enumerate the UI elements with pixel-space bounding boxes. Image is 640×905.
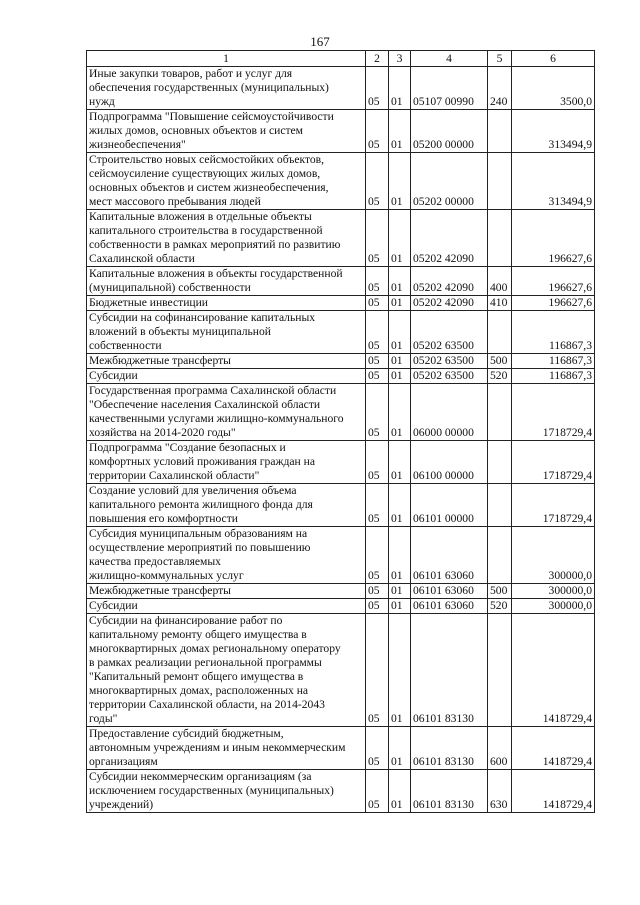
amount: 1718729,4 xyxy=(512,384,595,441)
subsection-code: 01 xyxy=(389,369,411,384)
row-name: Субсидии некоммерческим организациям (за исключением государственных (муниципальных) учреждений) xyxy=(87,770,366,813)
row-name: Подпрограмма "Повышение сейсмоустойчивости жилых домов, основных объектов и систем жизнеобеспечения" xyxy=(87,110,366,153)
amount: 116867,3 xyxy=(512,311,595,354)
amount: 300000,0 xyxy=(512,527,595,584)
expense-type-code: 400 xyxy=(488,267,512,296)
section-code: 05 xyxy=(366,296,389,311)
target-article-code: 06101 83130 xyxy=(411,727,488,770)
target-article-code: 05202 63500 xyxy=(411,354,488,369)
expense-type-code xyxy=(488,614,512,727)
row-name: Субсидии на софинансирование капитальных вложений в объекты муниципальной собственности xyxy=(87,311,366,354)
target-article-code: 06101 63060 xyxy=(411,599,488,614)
header-cell-2: 2 xyxy=(366,51,389,67)
amount: 196627,6 xyxy=(512,296,595,311)
section-code: 05 xyxy=(366,727,389,770)
amount: 116867,3 xyxy=(512,354,595,369)
subsection-code: 01 xyxy=(389,614,411,727)
target-article-code: 06101 63060 xyxy=(411,584,488,599)
table-row xyxy=(87,153,595,210)
table-row xyxy=(87,354,595,369)
row-name: Предоставление субсидий бюджетным, автономным учреждениям и иным некоммерческим организациям xyxy=(87,727,366,770)
row-name: Субсидии xyxy=(87,599,366,614)
subsection-code: 01 xyxy=(389,267,411,296)
section-code: 05 xyxy=(366,153,389,210)
budget-table xyxy=(86,50,595,813)
expense-type-code xyxy=(488,311,512,354)
row-name: Создание условий для увеличения объема капитального ремонта жилищного фонда для повышения его комфортности xyxy=(87,484,366,527)
header-row xyxy=(87,51,595,67)
header-cell-5: 5 xyxy=(488,51,512,67)
row-name: Государственная программа Сахалинской области "Обеспечение населения Сахалинской области качественными услугами жилищно-коммунального хозяйства на 2014-2020 годы" xyxy=(87,384,366,441)
subsection-code: 01 xyxy=(389,67,411,110)
target-article-code: 06000 00000 xyxy=(411,384,488,441)
section-code: 05 xyxy=(366,311,389,354)
row-name: Межбюджетные трансферты xyxy=(87,584,366,599)
header-cell-3: 3 xyxy=(389,51,411,67)
expense-type-code xyxy=(488,484,512,527)
table-row xyxy=(87,770,595,813)
subsection-code: 01 xyxy=(389,484,411,527)
target-article-code: 05107 00990 xyxy=(411,67,488,110)
expense-type-code: 600 xyxy=(488,727,512,770)
expense-type-code: 520 xyxy=(488,369,512,384)
row-name: Иные закупки товаров, работ и услуг для обеспечения государственных (муниципальных) нужд xyxy=(87,67,366,110)
section-code: 05 xyxy=(366,614,389,727)
table-row xyxy=(87,527,595,584)
expense-type-code xyxy=(488,527,512,584)
table-row xyxy=(87,369,595,384)
section-code: 05 xyxy=(366,599,389,614)
row-name: Капитальные вложения в отдельные объекты капитального строительства в государственной собственности в рамках мероприятий по развитию Сахалинской области xyxy=(87,210,366,267)
table-row xyxy=(87,210,595,267)
table-row xyxy=(87,296,595,311)
subsection-code: 01 xyxy=(389,311,411,354)
subsection-code: 01 xyxy=(389,354,411,369)
header-cell-1: 1 xyxy=(87,51,366,67)
target-article-code: 06101 83130 xyxy=(411,614,488,727)
amount: 1418729,4 xyxy=(512,770,595,813)
target-article-code: 05202 00000 xyxy=(411,153,488,210)
amount: 1718729,4 xyxy=(512,441,595,484)
row-name: Строительство новых сейсмостойких объектов, сейсмоусиление существующих жилых домов, основных объектов и систем жизнеобеспечения, мест массового пребывания людей xyxy=(87,153,366,210)
section-code: 05 xyxy=(366,584,389,599)
expense-type-code xyxy=(488,153,512,210)
row-name: Подпрограмма "Создание безопасных и комфортных условий проживания граждан на территории Сахалинской области" xyxy=(87,441,366,484)
subsection-code: 01 xyxy=(389,599,411,614)
amount: 196627,6 xyxy=(512,267,595,296)
amount: 1418729,4 xyxy=(512,727,595,770)
amount: 313494,9 xyxy=(512,110,595,153)
target-article-code: 06100 00000 xyxy=(411,441,488,484)
amount: 196627,6 xyxy=(512,210,595,267)
expense-type-code xyxy=(488,441,512,484)
row-name: Субсидия муниципальным образованиям на осуществление мероприятий по повышению качества предоставляемых жилищно-коммунальных услуг xyxy=(87,527,366,584)
table-row xyxy=(87,441,595,484)
table-row xyxy=(87,727,595,770)
amount: 300000,0 xyxy=(512,599,595,614)
expense-type-code xyxy=(488,110,512,153)
header-cell-4: 4 xyxy=(411,51,488,67)
subsection-code: 01 xyxy=(389,153,411,210)
subsection-code: 01 xyxy=(389,210,411,267)
section-code: 05 xyxy=(366,369,389,384)
amount: 1718729,4 xyxy=(512,484,595,527)
target-article-code: 05202 63500 xyxy=(411,369,488,384)
row-name: Межбюджетные трансферты xyxy=(87,354,366,369)
amount: 300000,0 xyxy=(512,584,595,599)
table-row xyxy=(87,267,595,296)
target-article-code: 06101 00000 xyxy=(411,484,488,527)
target-article-code: 05202 42090 xyxy=(411,267,488,296)
subsection-code: 01 xyxy=(389,727,411,770)
table-row xyxy=(87,584,595,599)
expense-type-code: 500 xyxy=(488,584,512,599)
target-article-code: 06101 63060 xyxy=(411,527,488,584)
header-cell-6: 6 xyxy=(512,51,595,67)
expense-type-code: 240 xyxy=(488,67,512,110)
section-code: 05 xyxy=(366,67,389,110)
amount: 313494,9 xyxy=(512,153,595,210)
section-code: 05 xyxy=(366,267,389,296)
amount: 3500,0 xyxy=(512,67,595,110)
subsection-code: 01 xyxy=(389,441,411,484)
section-code: 05 xyxy=(366,384,389,441)
expense-type-code: 520 xyxy=(488,599,512,614)
section-code: 05 xyxy=(366,354,389,369)
subsection-code: 01 xyxy=(389,296,411,311)
section-code: 05 xyxy=(366,210,389,267)
expense-type-code xyxy=(488,210,512,267)
target-article-code: 05200 00000 xyxy=(411,110,488,153)
section-code: 05 xyxy=(366,527,389,584)
target-article-code: 06101 83130 xyxy=(411,770,488,813)
section-code: 05 xyxy=(366,441,389,484)
subsection-code: 01 xyxy=(389,384,411,441)
expense-type-code: 500 xyxy=(488,354,512,369)
table-row xyxy=(87,110,595,153)
row-name: Бюджетные инвестиции xyxy=(87,296,366,311)
target-article-code: 05202 42090 xyxy=(411,210,488,267)
table-row xyxy=(87,311,595,354)
target-article-code: 05202 63500 xyxy=(411,311,488,354)
table-row xyxy=(87,384,595,441)
subsection-code: 01 xyxy=(389,110,411,153)
table-row xyxy=(87,67,595,110)
amount: 116867,3 xyxy=(512,369,595,384)
expense-type-code: 630 xyxy=(488,770,512,813)
section-code: 05 xyxy=(366,484,389,527)
amount: 1418729,4 xyxy=(512,614,595,727)
subsection-code: 01 xyxy=(389,584,411,599)
subsection-code: 01 xyxy=(389,527,411,584)
page-number: 167 xyxy=(310,34,330,49)
section-code: 05 xyxy=(366,110,389,153)
table-row xyxy=(87,484,595,527)
expense-type-code: 410 xyxy=(488,296,512,311)
table-row xyxy=(87,599,595,614)
subsection-code: 01 xyxy=(389,770,411,813)
row-name: Субсидии на финансирование работ по капитальному ремонту общего имущества в многоквартирных домах региональному оператору в рамках реализации региональной программы "Капитальный ремонт общего имущества в многоквартирных домах, расположенных на территории Сахалинской области, на 2014-2043 годы" xyxy=(87,614,366,727)
target-article-code: 05202 42090 xyxy=(411,296,488,311)
table-row xyxy=(87,614,595,727)
row-name: Капитальные вложения в объекты государственной (муниципальной) собственности xyxy=(87,267,366,296)
expense-type-code xyxy=(488,384,512,441)
section-code: 05 xyxy=(366,770,389,813)
row-name: Субсидии xyxy=(87,369,366,384)
